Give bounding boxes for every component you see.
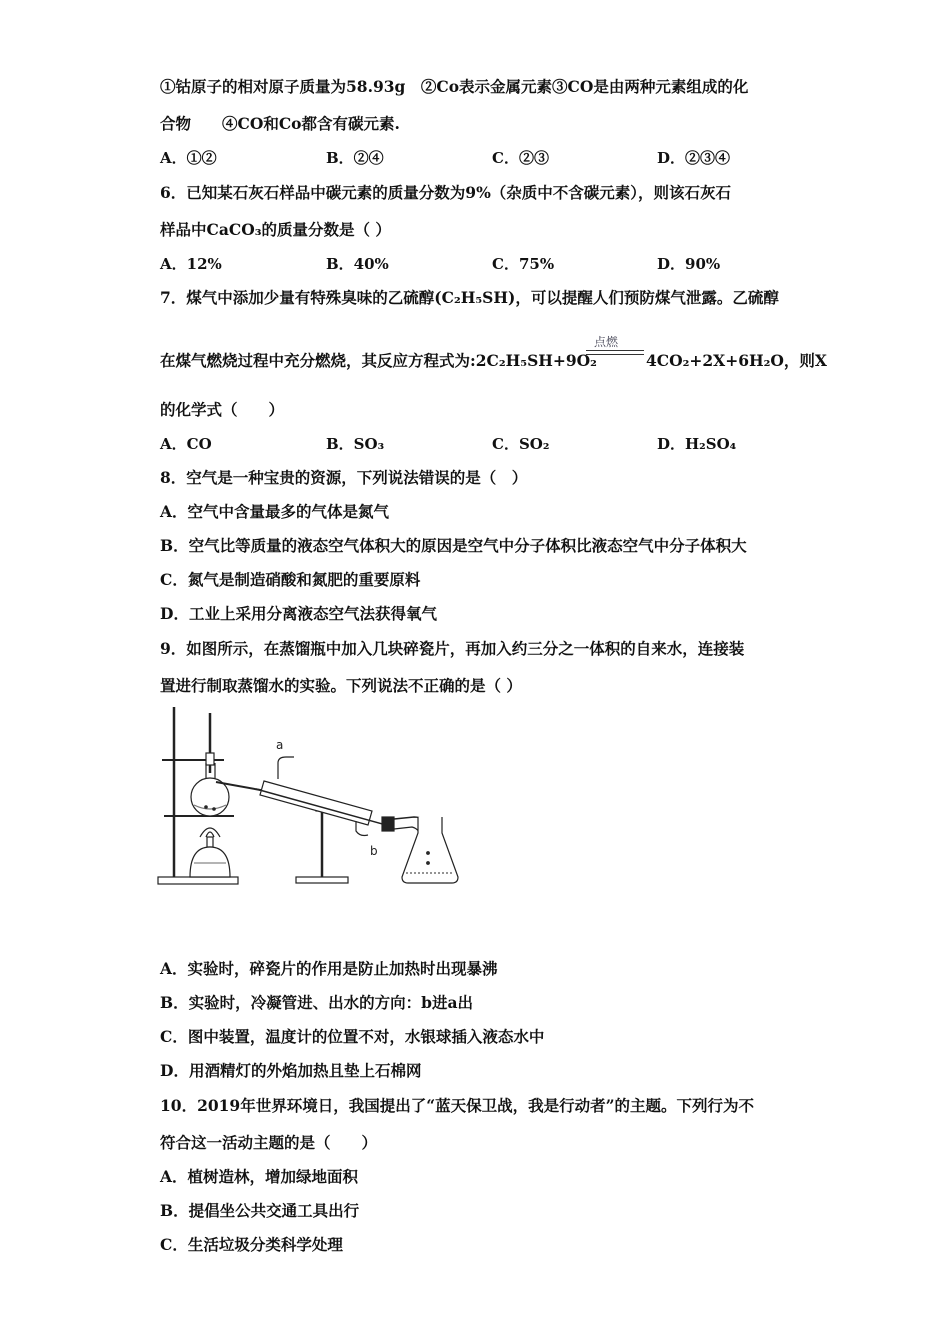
q7-equation-right: 4CO₂+2X+6H₂O，则X: [646, 351, 827, 370]
alcohol-lamp: [190, 847, 230, 877]
q5-option-d[interactable]: D．②③④: [657, 149, 731, 167]
q10-option-b[interactable]: B．提倡坐公共交通工具出行: [160, 1201, 360, 1220]
middle-stand-base: [296, 877, 348, 883]
stopper: [206, 753, 214, 765]
q6-option-a[interactable]: A．12%: [160, 255, 222, 273]
reaction-arrow: [586, 333, 644, 363]
q7-option-c[interactable]: C．SO₂: [492, 435, 550, 453]
q9-option-a[interactable]: A．实验时，碎瓷片的作用是防止加热时出现暴沸: [160, 959, 498, 978]
left-stand-base: [158, 877, 238, 884]
q9-option-c[interactable]: C．图中装置，温度计的位置不对，水银球插入液态水中: [160, 1027, 545, 1046]
q7-stem-line3: 的化学式（ ）: [160, 400, 285, 419]
q5-option-c[interactable]: C．②③: [492, 149, 549, 167]
q6-stem-line1: 6．已知某石灰石样品中碳元素的质量分数为9%（杂质中不含碳元素），则该石灰石: [160, 183, 732, 202]
q8-option-c[interactable]: C．氮气是制造硝酸和氮肥的重要原料: [160, 570, 421, 589]
q6-option-b[interactable]: B．40%: [326, 255, 389, 273]
q5-statements-line2: 合物 ④CO和Co都含有碳元素.: [160, 114, 400, 133]
q6-option-d[interactable]: D．90%: [657, 255, 721, 273]
q10-option-a[interactable]: A．植树造林，增加绿地面积: [160, 1167, 359, 1186]
q5-option-b[interactable]: B．②④: [326, 149, 384, 167]
condenser: [260, 781, 372, 825]
q8-stem: 8．空气是一种宝贵的资源，下列说法错误的是（ ）: [160, 468, 528, 487]
distillation-apparatus-figure: [156, 705, 466, 895]
q10-stem-line2: 符合这一活动主题的是（ ）: [160, 1133, 378, 1152]
q7-option-b[interactable]: B．SO₃: [326, 435, 385, 453]
label-a: a: [276, 738, 284, 752]
q8-option-d[interactable]: D．工业上采用分离液态空气法获得氧气: [160, 604, 437, 623]
adapter-stopper: [382, 817, 394, 831]
droplet: [427, 862, 430, 865]
q7-option-a[interactable]: A．CO: [160, 435, 212, 453]
label-b: b: [370, 844, 378, 858]
q6-stem-line2: 样品中CaCO₃的质量分数是（ ）: [160, 220, 391, 239]
reaction-condition: 点燃: [594, 335, 619, 349]
q8-option-b[interactable]: B．空气比等质量的液态空气体积大的原因是空气中分子体积比液态空气中分子体积大: [160, 536, 747, 555]
q9-option-d[interactable]: D．用酒精灯的外焰加热且垫上石棉网: [160, 1061, 422, 1080]
q7-equation-left: 在煤气燃烧过程中充分燃烧，其反应方程式为:2C₂H₅SH+9O₂: [160, 351, 597, 370]
q7-stem-line1: 7．煤气中添加少量有特殊臭味的乙硫醇(C₂H₅SH)，可以提醒人们预防煤气泄露。乙硫醇: [160, 288, 779, 307]
q9-stem-line1: 9．如图所示，在蒸馏瓶中加入几块碎瓷片，再加入约三分之一体积的自来水，连接装: [160, 639, 745, 658]
q10-option-c[interactable]: C．生活垃圾分类科学处理: [160, 1235, 343, 1254]
q9-stem-line2: 置进行制取蒸馏水的实验。下列说法不正确的是（ ）: [160, 676, 522, 695]
q7-option-d[interactable]: D．H₂SO₄: [657, 435, 737, 453]
q5-option-a[interactable]: A．①②: [160, 149, 217, 167]
q5-statements-line1: ①钴原子的相对原子质量为58.93g ②Co表示金属元素③CO是由两种元素组成的化: [160, 77, 749, 96]
q10-stem-line1: 10．2019年世界环境日，我国提出了“蓝天保卫战，我是行动者”的主题。下列行为不: [160, 1096, 755, 1115]
q6-option-c[interactable]: C．75%: [492, 255, 555, 273]
droplet: [427, 852, 430, 855]
q8-option-a[interactable]: A．空气中含量最多的气体是氮气: [160, 502, 390, 521]
q9-option-b[interactable]: B．实验时，冷凝管进、出水的方向：b进a出: [160, 993, 473, 1012]
water-port-a: [278, 757, 294, 779]
